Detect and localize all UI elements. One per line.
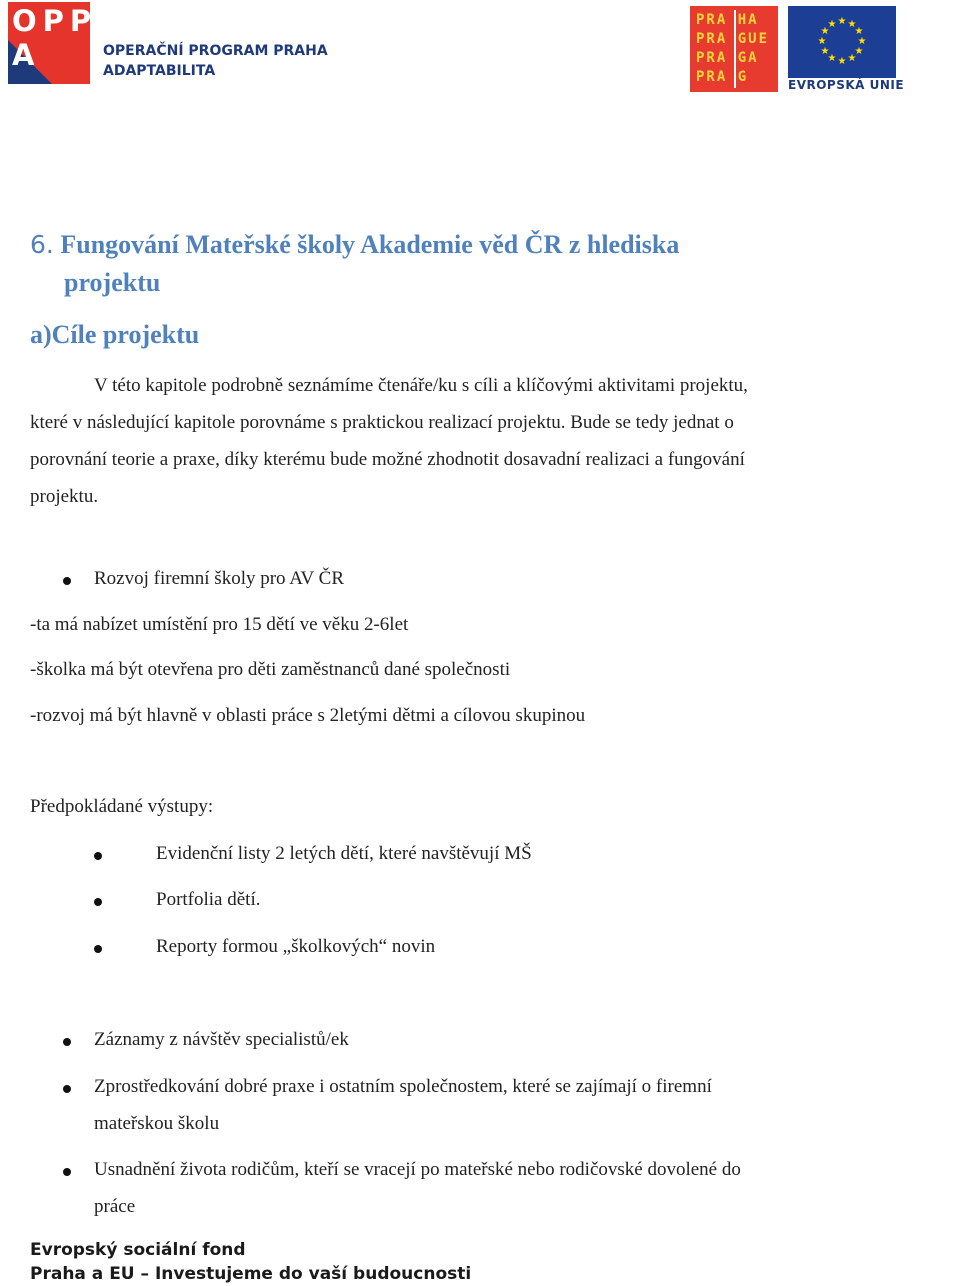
list-item: Evidenční listy 2 letých dětí, které navštěvují MŠ <box>156 843 532 864</box>
dash-line: -rozvoj má být hlavně v oblasti práce s 2letými dětmi a cílovou skupinou <box>30 705 586 726</box>
list-item-continuation: mateřskou školu <box>94 1113 220 1134</box>
list-item: Usnadnění života rodičům, kteří se vracejí po mateřské nebo rodičovské dovolené do <box>94 1159 741 1180</box>
dash-line: -ta má nabízet umístění pro 15 dětí ve věku 2-6let <box>30 614 409 635</box>
outputs-label: Předpokládané výstupy: <box>30 796 214 817</box>
oppa-logo-letters: OPP A <box>12 4 98 72</box>
svg-text:★: ★ <box>820 46 830 57</box>
list-item: Záznamy z návštěv specialistů/ek <box>94 1029 349 1050</box>
section-title-line1: Fungování Mateřské školy Akademie věd ČR z hlediska <box>60 230 680 259</box>
footer-line1: Evropský sociální fond <box>30 1240 246 1260</box>
eu-label: EVROPSKÁ UNIE <box>788 78 905 92</box>
svg-text:★: ★ <box>857 36 867 47</box>
bullet-icon <box>63 1168 71 1176</box>
bullet-icon <box>63 577 71 585</box>
svg-text:★: ★ <box>837 16 847 27</box>
bullet-icon <box>94 898 102 906</box>
section-heading <box>30 226 679 302</box>
section-number: 6. <box>30 230 54 259</box>
eu-stars-icon <box>788 6 896 78</box>
list-item: Portfolia dětí. <box>156 889 261 910</box>
section-title-line2: projektu <box>64 268 161 297</box>
svg-text:★: ★ <box>854 26 864 37</box>
bullet-icon <box>63 1085 71 1093</box>
oppa-logo-text: OPERAČNÍ PROGRAM PRAHA ADAPTABILITA <box>103 43 328 79</box>
svg-text:★: ★ <box>847 53 857 64</box>
svg-text:★: ★ <box>837 56 847 67</box>
svg-text:★: ★ <box>854 46 864 57</box>
bullet-icon <box>94 945 102 953</box>
svg-text:★: ★ <box>847 19 857 30</box>
eu-flag-logo <box>788 6 896 78</box>
list-item: Reporty formou „školkových“ novin <box>156 936 436 957</box>
praha-logo: PRA HA PRA GUE PRA GA PRA G <box>690 6 778 92</box>
list-item-continuation: práce <box>94 1196 136 1217</box>
bullet-icon <box>63 1038 71 1046</box>
list-item: Rozvoj firemní školy pro AV ČR <box>94 568 345 589</box>
dash-line: -školka má být otevřena pro děti zaměstnanců dané společnosti <box>30 659 511 680</box>
list-item: Zprostředkování dobré praxe i ostatním společnostem, které se zajímají o firemní <box>94 1076 712 1097</box>
footer-line2: Praha a EU – Investujeme do vaší budoucnosti <box>30 1264 472 1284</box>
subsection-heading: a)Cíle projektu <box>30 320 200 349</box>
svg-text:★: ★ <box>827 53 837 64</box>
intro-paragraph: V této kapitole podrobně seznámíme čtenáře/ku s cíli a klíčovými aktivitami projektu, které v následující kapitole porovnáme s praktickou realizací projektu. Bude se tedy jednat o porovnání teorie a praxe, díky kterému bude možné zhodnotit dosavadní realizaci a fungování projektu. <box>30 375 748 507</box>
svg-text:★: ★ <box>827 19 837 30</box>
bullet-icon <box>94 852 102 860</box>
svg-text:★: ★ <box>820 26 830 37</box>
svg-text:★: ★ <box>817 36 827 47</box>
